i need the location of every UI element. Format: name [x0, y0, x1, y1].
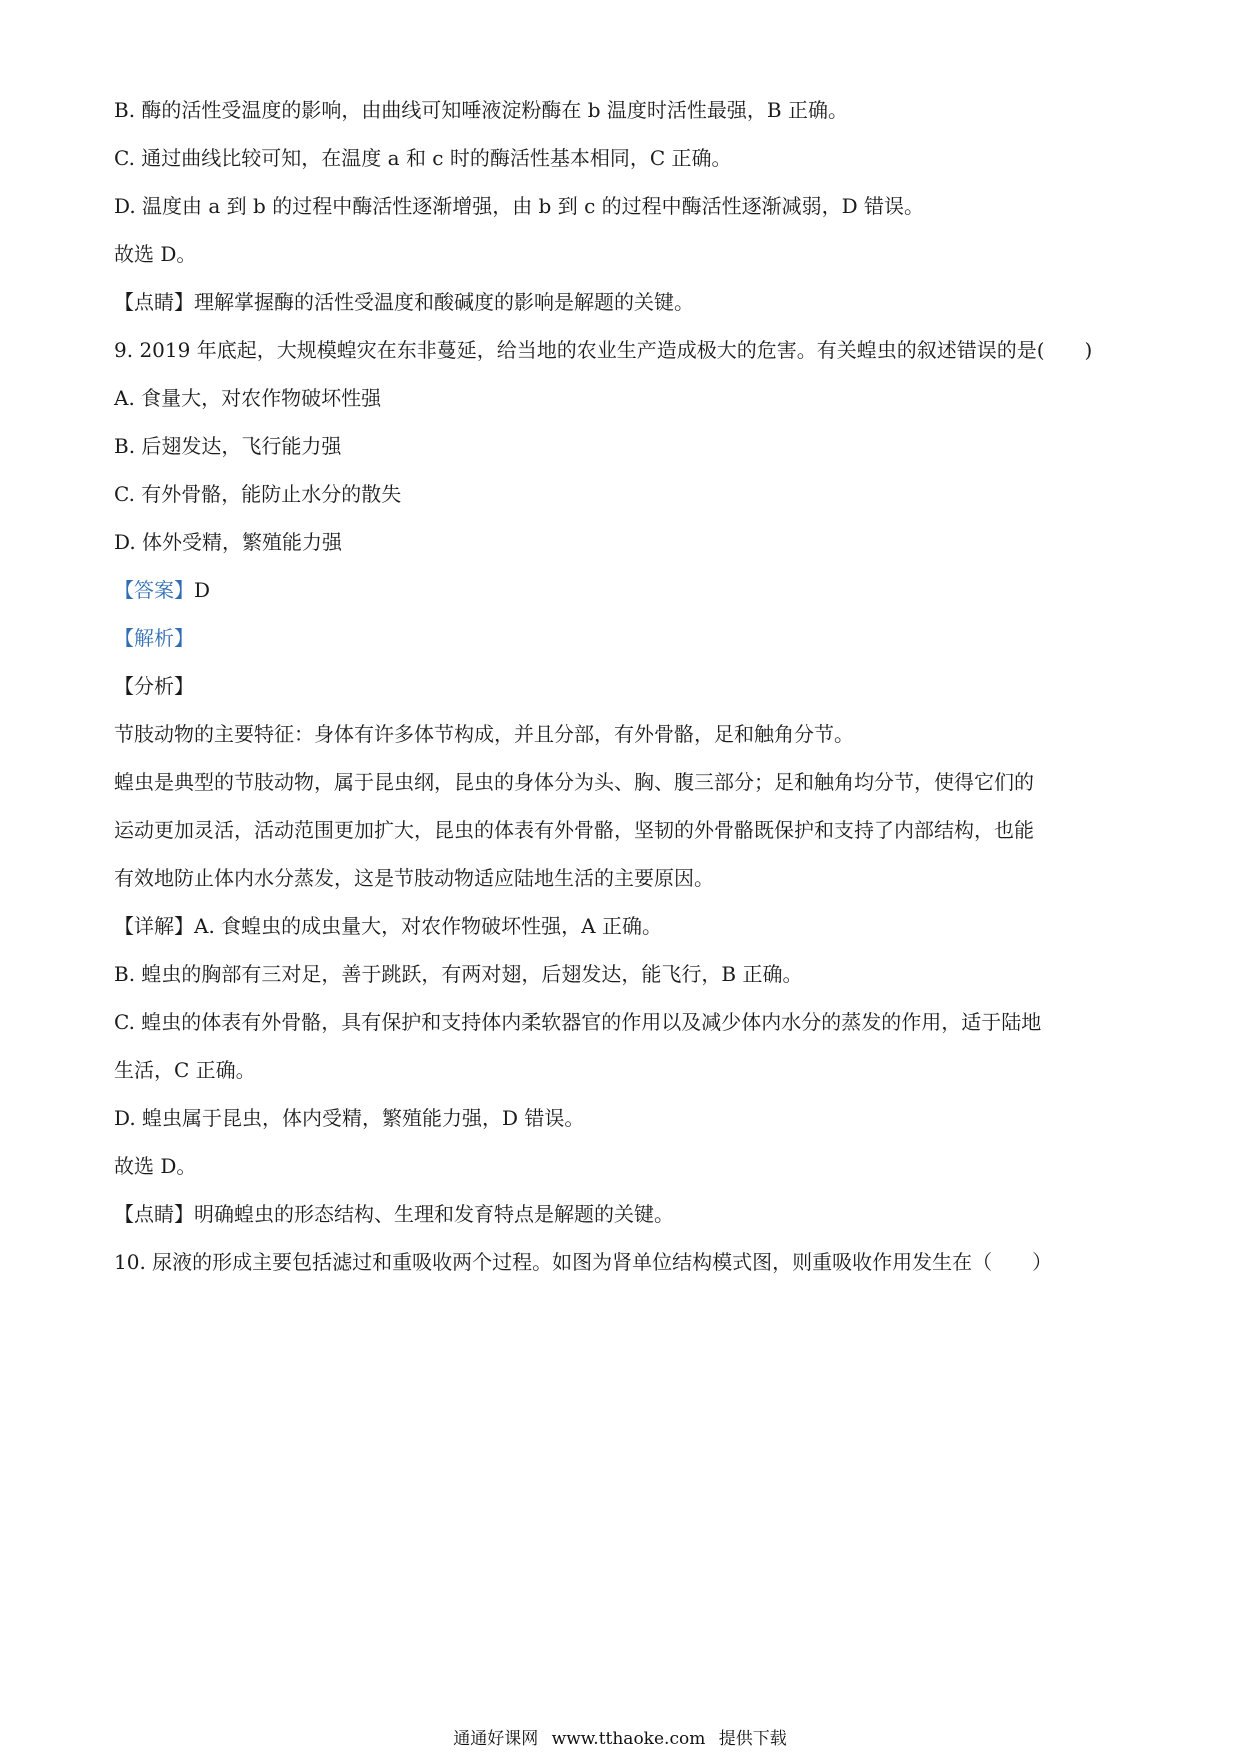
fenxi-line-4: 有效地防止体内水分蒸发，这是节肢动物适应陆地生活的主要原因。: [114, 866, 714, 890]
detail-choose-line: 故选 D。: [114, 1154, 197, 1178]
question-9-option-c: C. 有外骨骼，能防止水分的散失: [114, 482, 402, 506]
answer-line: [114, 576, 1134, 604]
tip-text: 理解掌握酶的活性受温度和酸碱度的影响是解题的关键。: [194, 290, 694, 314]
detail-line-d: D. 蝗虫属于昆虫，体内受精，繁殖能力强，D 错误。: [114, 1106, 585, 1130]
question-9-option-a: A. 食量大，对农作物破坏性强: [114, 386, 382, 410]
fenxi-line-2: 蝗虫是典型的节肢动物，属于昆虫纲，昆虫的身体分为头、胸、腹三部分；足和触角均分节，使得它们的: [114, 770, 1034, 794]
footer-note: 提供下载: [718, 1729, 787, 1749]
tip-text-2: 明确蝗虫的形态结构、生理和发育特点是解题的关键。: [194, 1202, 674, 1226]
explanation-line-d: D. 温度由 a 到 b 的过程中酶活性逐渐增强，由 b 到 c 的过程中酶活性逐渐减弱，D 错误。: [114, 194, 925, 218]
detail-line-b: B. 蝗虫的胸部有三对足，善于跳跃，有两对翅，后翅发达，能飞行，B 正确。: [114, 962, 803, 986]
answer-label: 【答案】: [114, 578, 194, 602]
detail-first: A. 食蝗虫的成虫量大，对农作物破坏性强，A 正确。: [194, 914, 662, 938]
explanation-line-c: C. 通过曲线比较可知，在温度 a 和 c 时的酶活性基本相同，C 正确。: [114, 146, 732, 170]
tip-label-2: 【点睛】: [114, 1202, 194, 1226]
explanation-line-b: B. 酶的活性受温度的影响，由曲线可知唾液淀粉酶在 b 温度时活性最强，B 正确。: [114, 98, 848, 122]
footer-url: www.tthaoke.com: [551, 1729, 706, 1749]
detail-label: 【详解】: [114, 914, 194, 938]
tip-line-2: [114, 1200, 1134, 1228]
choose-answer-line: 故选 D。: [114, 242, 197, 266]
fenxi-line-3: 运动更加灵活，活动范围更加扩大，昆虫的体表有外骨骼，坚韧的外骨骼既保护和支持了内部结构，也能: [114, 818, 1034, 842]
analysis-line: [114, 624, 1134, 652]
question-9-option-d: D. 体外受精，繁殖能力强: [114, 530, 343, 554]
detail-line-c1: C. 蝗虫的体表有外骨骼，具有保护和支持体内柔软器官的作用以及减少体内水分的蒸发的作用，适于陆地: [114, 1010, 1042, 1034]
analysis-label: 【解析】: [114, 626, 194, 650]
answer-value: D: [194, 578, 211, 602]
question-9-stem: 9. 2019 年底起，大规模蝗灾在东非蔓延，给当地的农业生产造成极大的危害。有关蝗虫的叙述错误的是( ): [114, 338, 1093, 362]
fenxi-line-1: 节肢动物的主要特征：身体有许多体节构成，并且分部，有外骨骼，足和触角分节。: [114, 722, 854, 746]
question-9-option-b: B. 后翅发达，飞行能力强: [114, 434, 342, 458]
tip-line: [114, 288, 1134, 316]
tip-label: 【点睛】: [114, 290, 194, 314]
page-footer: [0, 1728, 1240, 1750]
footer-site-name: 通通好课网: [453, 1729, 539, 1749]
document-page: [114, 96, 1134, 1296]
detail-line-c2: 生活，C 正确。: [114, 1058, 256, 1082]
question-10-stem: 10. 尿液的形成主要包括滤过和重吸收两个过程。如图为肾单位结构模式图，则重吸收作用发生在（ ）: [114, 1250, 1053, 1274]
fenxi-heading: 【分析】: [114, 674, 194, 698]
detail-line-a: [114, 912, 1134, 940]
